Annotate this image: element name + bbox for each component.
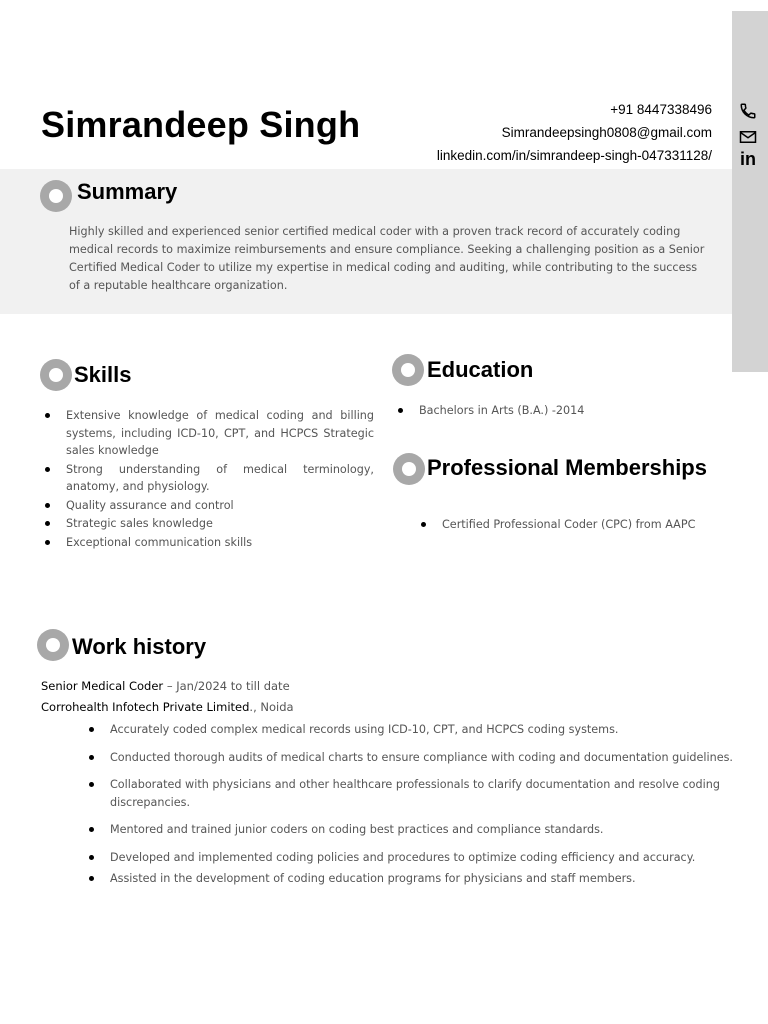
linkedin-icon: in	[740, 148, 756, 169]
education-list	[394, 402, 724, 420]
memberships-heading: Professional Memberships	[427, 455, 707, 480]
ring-bullet-icon	[40, 180, 72, 212]
list-item: Assisted in the development of coding education programs for physicians and staff members.	[85, 870, 735, 888]
list-item: Exceptional communication skills	[41, 534, 374, 552]
sidebar-bar	[732, 11, 768, 372]
skills-list	[41, 407, 374, 552]
summary-heading: Summary	[77, 179, 178, 204]
job-dates: – Jan/2024 to till date	[163, 679, 290, 693]
list-item: Collaborated with physicians and other healthcare professionals to clarify documentation and resolve coding discrepancies.	[85, 776, 735, 811]
ring-bullet-icon	[40, 359, 72, 391]
list-item: Bachelors in Arts (B.A.) -2014	[394, 402, 724, 420]
list-item: Extensive knowledge of medical coding and billing systems, including ICD-10, CPT, and HCPCS Strategic sales knowledge	[41, 407, 374, 460]
phone-icon	[738, 101, 758, 121]
ring-bullet-icon	[393, 453, 425, 485]
job-location: ., Noida	[249, 700, 294, 714]
list-item: Developed and implemented coding policies and procedures to optimize coding efficiency and accuracy.	[85, 849, 735, 867]
phone-number[interactable]: +91 8447338496	[610, 102, 712, 117]
job-role: Senior Medical Coder	[41, 679, 164, 693]
work-history-heading: Work history	[72, 634, 207, 659]
work-duties-list	[85, 721, 735, 898]
list-item: Quality assurance and control	[41, 497, 374, 515]
list-item: Conducted thorough audits of medical charts to ensure compliance with coding and documentation guidelines.	[85, 749, 735, 767]
list-item: Accurately coded complex medical records using ICD-10, CPT, and HCPCS coding systems.	[85, 721, 735, 739]
memberships-list	[417, 516, 737, 534]
candidate-name: Simrandeep Singh	[41, 104, 361, 145]
education-heading: Education	[427, 357, 534, 382]
list-item: Strong understanding of medical terminology, anatomy, and physiology.	[41, 461, 374, 496]
linkedin-url[interactable]: linkedin.com/in/simrandeep-singh-047331128/	[436, 148, 712, 163]
job-company: Corrohealth Infotech Private Limited	[41, 700, 250, 714]
list-item: Certified Professional Coder (CPC) from AAPC	[417, 516, 737, 534]
list-item: Strategic sales knowledge	[41, 515, 374, 533]
email-address[interactable]: Simrandeepsingh0808@gmail.com	[501, 125, 712, 140]
job-company-line	[41, 700, 294, 714]
ring-bullet-icon	[392, 354, 424, 386]
summary-text: Highly skilled and experienced senior certified medical coder with a proven track record of accurately coding medical records to maximize reimbursements and ensure compliance. Seeking a challenging position as a Senior Certified Medical Coder to utilize my expertise in medical coding and auditing, while contributing to the success of a reputable healthcare organization.	[69, 225, 705, 292]
job-title-line	[41, 679, 290, 693]
envelope-icon	[738, 127, 758, 147]
ring-bullet-icon	[37, 629, 69, 661]
skills-heading: Skills	[74, 362, 132, 387]
list-item: Mentored and trained junior coders on coding best practices and compliance standards.	[85, 821, 735, 839]
